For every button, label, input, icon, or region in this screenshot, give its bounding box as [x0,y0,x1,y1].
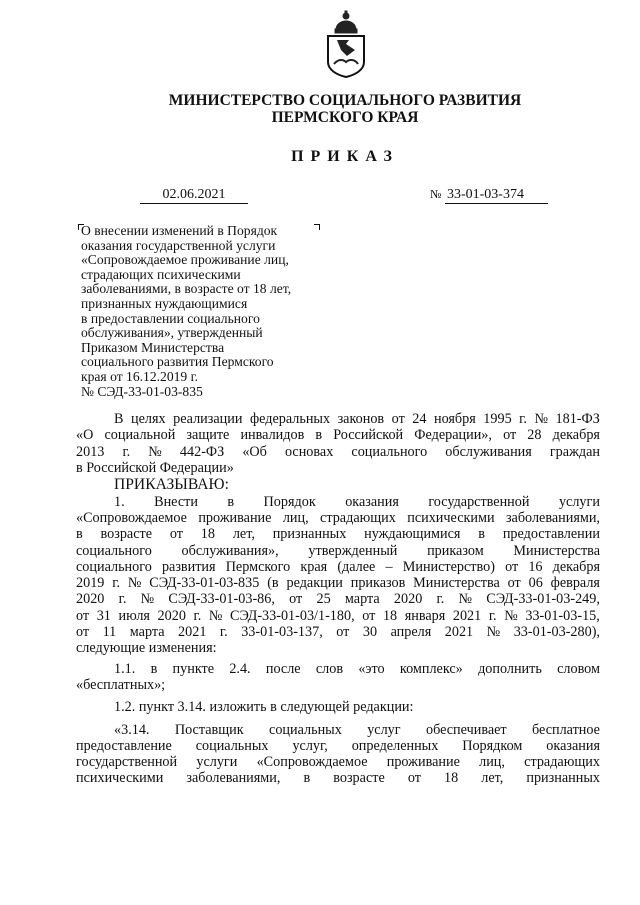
word: г. [219,624,228,641]
body-line [76,444,600,460]
word: № [534,411,548,427]
word: признанных [526,770,600,787]
word: 181-ФЗ [555,411,600,427]
word: утвержденный [308,542,398,559]
ministry-name-line1: МИНИСТЕРСТВО СОЦИАЛЬНОГО РАЗВИТИЯ [168,92,522,109]
word: редакции [286,575,343,592]
word: г. [122,443,131,460]
word: социальных [269,721,342,738]
coat-of-arms-icon [325,10,367,78]
document-date: 02.06.2021 [140,186,248,204]
subject-line: «Сопровождаемое проживание лиц, [81,252,289,268]
word: оказания [345,493,399,510]
word: инвалидов [240,427,305,444]
word: страдающих [524,754,600,771]
body-line [76,591,600,607]
word: государственной [428,493,530,510]
document-number: 33-01-03-374 [445,186,548,204]
word: апреля [390,624,432,641]
body-line [76,754,600,770]
word: от [503,427,517,444]
body-line [76,661,600,677]
word: от [76,624,90,641]
word: пункте [172,660,215,677]
word: приказов [350,575,406,592]
word: февраля [550,575,600,592]
word: 18 [200,526,215,543]
word: г. [112,575,120,592]
word: 2.4. [229,660,251,677]
word: СЭД-33-01-03/1-180, [230,607,355,624]
word: Министерства [413,575,500,592]
word: услуги [558,493,600,510]
body-line: «бесплатных»; [76,676,166,693]
word: г. [488,607,497,624]
word: услуги [196,754,238,771]
word: Пермского [225,558,291,575]
body-line: следующие изменения: [76,640,217,657]
word: 33-01-03-137, [241,624,323,641]
word: 28 [527,427,542,444]
body-line [76,575,600,591]
body-line [76,411,600,427]
word: 33-01-03-280), [513,624,600,641]
body-line [76,608,600,624]
word: лет, [481,770,504,787]
word: «Сопровождаемое [256,754,368,771]
number-sign: № [430,187,442,201]
word: 442-ФЗ [179,443,225,460]
body-line [76,526,600,542]
word: федеральных [249,411,331,427]
body-line [76,559,600,575]
word: 25 [316,591,331,608]
word: (в [267,575,279,592]
word: 16 [528,558,543,575]
word: 2020 [393,591,423,608]
subject-line: обслуживания», утвержденный [81,325,263,341]
subject-line: в предоставлении социального [81,310,260,326]
word: бесплатное [532,721,600,738]
document-type: ПРИКАЗ [291,148,399,165]
word: целях [130,411,166,427]
subject-line: признанных нуждающимися [81,295,248,311]
word: В [114,411,124,427]
word: после [265,660,301,677]
word: реализации [173,411,243,427]
word: оказания [546,737,600,754]
word: «О [76,427,94,444]
subject-line: оказания государственной услуги [81,237,276,253]
subject-line: № СЭД-33-01-03-835 [81,383,203,399]
order-body [76,411,600,787]
word: слов [315,660,344,677]
word: развития [161,558,216,575]
word: заболеваниями, [186,770,281,787]
word: марта [129,624,165,641]
word: проживание [386,754,460,771]
word: нуждающимися [364,526,461,543]
word: услуг [367,721,401,738]
word: 2021 [178,624,207,641]
word: г. [118,591,127,608]
word: предоставление [76,737,172,754]
document-number-block [430,186,548,204]
word: психическими [76,770,164,787]
subject-line: Приказом Министерства [81,339,225,355]
body-line [76,738,600,754]
word: признанных [272,526,347,543]
body-line: в Российской Федерации» [76,459,234,476]
word: 2020 [157,607,186,624]
word: № [486,624,501,641]
word: заболеваниями, [505,509,600,526]
word: социального [76,542,152,559]
word: определенных [351,737,439,754]
subject-line: края от 16.12.2019 г. [81,368,199,384]
word: (далее [337,558,376,575]
word: 2020 [76,591,105,608]
word: СЭД-33-01-03-249, [486,591,600,608]
word: 33-01-03-15, [525,607,600,624]
word: – [385,558,393,575]
ministry-name-line2: ПЕРМСКОГО КРАЯ [271,109,419,126]
word: государственной [76,754,178,771]
word: от [391,411,405,427]
word: социального [351,443,428,460]
word: в [76,526,83,543]
word: от [362,607,376,624]
body-line [76,427,600,443]
word: психическими [407,509,495,526]
word: 2013 [76,443,105,460]
word: приказом [427,542,484,559]
word: Министерства [513,542,600,559]
word: в [150,660,158,677]
word: от [169,526,183,543]
word: от [505,558,519,575]
word: «3.14. [114,721,150,738]
word: № [127,575,142,592]
word: в [227,493,235,510]
word: граждан [549,443,600,460]
word: в [303,770,311,787]
body-line [76,543,600,559]
word: № [504,607,518,624]
word: Министерство) [402,558,495,575]
subject-block [81,224,351,399]
word: словом [557,660,600,677]
word: социального [76,558,152,575]
word: СЭД-33-01-03-86, [168,591,275,608]
word: 2019 [76,575,105,592]
word: Внести [154,493,198,510]
word: возрасте [100,526,153,543]
word: «это [358,660,385,677]
word: 24 [412,411,427,427]
word: обслуживания», [181,542,279,559]
word: комплекс» [399,660,463,677]
word: от [407,770,421,787]
body-line [76,770,600,786]
word: законов [337,411,385,427]
word: 1.1. [114,660,136,677]
word: 1. [114,493,125,510]
word: от [507,575,521,592]
word: Порядок [263,493,316,510]
word: услуг, [292,737,328,754]
word: лиц, [479,754,505,771]
word: 06 [528,575,543,592]
word: Поставщик [174,721,244,738]
word: 31 [96,607,111,624]
word: «Об [242,443,267,460]
word: № [208,607,223,624]
body-line [76,722,600,738]
subject-line: социального развития Пермского [81,354,274,370]
word: ноября [433,411,476,427]
word: 30 [362,624,378,641]
body-line [76,510,600,526]
word: декабря [552,427,600,444]
word: СЭД-33-01-03-835 [149,575,260,592]
word: защите [186,427,230,444]
word: от [76,607,90,624]
word: № [140,591,155,608]
word: № [458,591,473,608]
word: 18 [382,607,398,624]
word: 1995 [483,411,512,427]
word: Российской [333,427,404,444]
word: г. [193,607,202,624]
word: в [315,427,323,444]
word: возрасте [333,770,385,787]
word: № [148,443,162,460]
word: от [336,624,350,641]
word: от [289,591,303,608]
word: страдающих [320,509,396,526]
word: марта [344,591,380,608]
subject-line: заболеваниями, в возрасте от 18 лет, [81,281,292,297]
body-line [76,494,600,510]
word: января [404,607,446,624]
word: лиц, [282,509,309,526]
word: социальных [195,737,269,754]
word: дополнить [478,660,542,677]
body-line [76,624,600,640]
word: края [300,558,328,575]
subject-line: страдающих психическими [81,266,241,282]
word: июля [118,607,150,624]
word: основах [284,443,334,460]
word: обслуживания [445,443,532,460]
order-command: ПРИКАЗЫВАЮ: [114,476,229,494]
word: «Сопровождаемое [76,509,187,526]
word: Федерации», [414,427,492,444]
word: предоставлении [502,526,600,543]
subject-line: О внесении изменений в Порядок [81,223,278,238]
word: г. [436,591,445,608]
word: лет, [232,526,255,543]
word: 2021 [452,607,482,624]
word: проживание [198,509,272,526]
word: 18 [443,770,459,787]
word: 2021 [444,624,474,641]
body-line: 1.2. пункт 3.14. изложить в следующей редакции: [114,699,414,716]
word: социальной [104,427,176,444]
word: 11 [102,624,117,641]
word: декабря [552,558,600,575]
word: в [478,526,485,543]
word: Порядком [462,737,523,754]
word: обеспечивает [425,721,507,738]
word: г. [519,411,527,427]
